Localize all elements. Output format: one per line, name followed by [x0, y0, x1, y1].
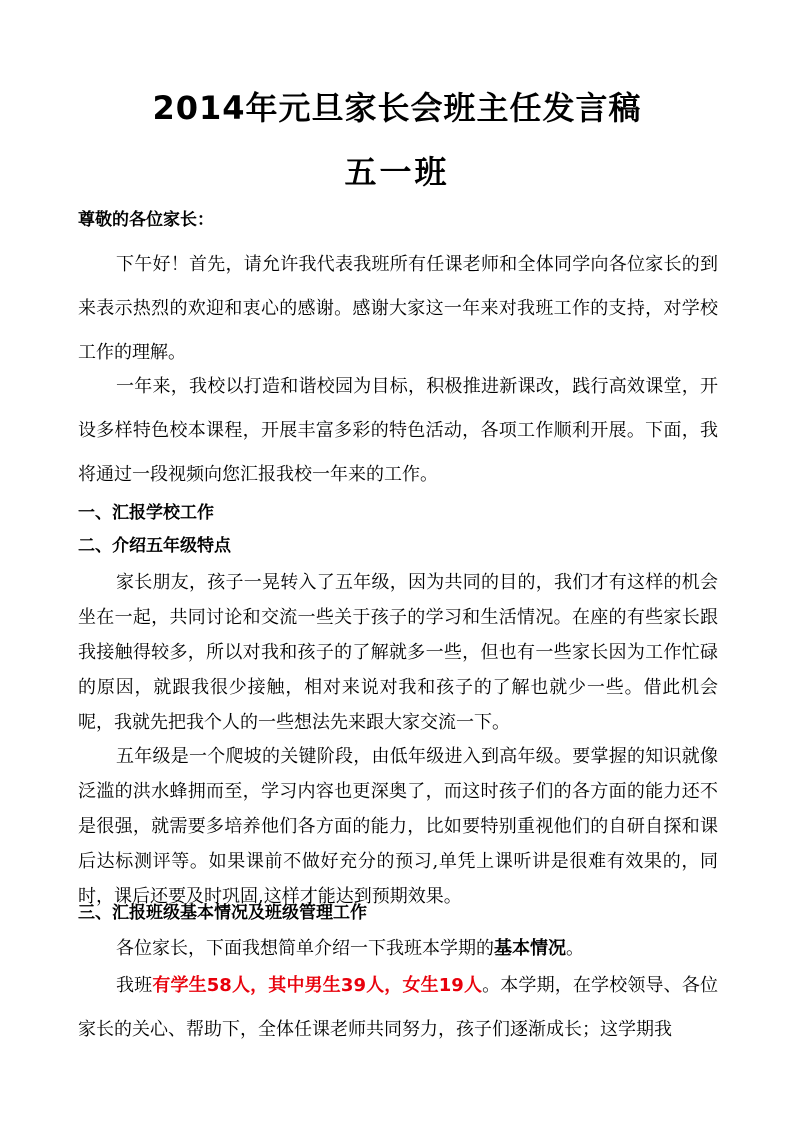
section-heading-3: 三、汇报班级基本情况及班级管理工作 [78, 903, 367, 923]
student-count-highlight: 有学生58人，其中男生39人，女生19人 [152, 975, 483, 996]
document-title: 2014年元旦家长会班主任发言稿 [152, 89, 642, 127]
paragraph-text-end: 。 [566, 938, 584, 959]
paragraph-basic-info-intro [78, 931, 718, 966]
paragraph-class-stats [78, 964, 718, 1052]
section-heading-1: 一、汇报学校工作 [78, 503, 214, 523]
paragraph-text: 各位家长，下面我想简单介绍一下我班本学期的 [116, 938, 494, 959]
paragraph-text-start: 我班 [116, 975, 153, 996]
basic-info-bold: 基本情况 [494, 938, 566, 959]
document-subtitle: 五一班 [344, 153, 450, 191]
salutation: 尊敬的各位家长： [78, 210, 214, 230]
paragraph-text-rest: 。本学期，在学校领导、各位家长的关心、帮助下，全体任课老师共同努力，孩子们逐渐成长；这学期我 [78, 975, 718, 1040]
paragraph-school-year: 一年来，我校以打造和谐校园为目标，积极推进新课改，践行高效课堂，开设多样特色校本课程，开展丰富多彩的特色活动，各项工作顺利开展。下面，我将通过一段视频向您汇报我校一年来的工作。 [78, 376, 718, 485]
section-heading-2: 二、介绍五年级特点 [78, 536, 231, 556]
paragraph-grade-five-traits: 五年级是一个爬坡的关键阶段，由低年级进入到高年级。要掌握的知识就像泛滥的洪水蜂拥而至，学习内容也更深奥了，而这时孩子们的各方面的能力还不是很强，就需要多培养他们各方面的能力，比如要特别重视他们的自研自探和课后达标测评等。如果课前不做好充分的预习,单凭上课听讲是很难有效果的，同时，课后还要及时巩固,这样才能达到预期效果。 [78, 746, 718, 907]
paragraph-grade-five-intro: 家长朋友，孩子一晃转入了五年级，因为共同的目的，我们才有这样的机会坐在一起，共同讨论和交流一些关于孩子的学习和生活情况。在座的有些家长跟我接触得较多，所以对我和孩子的了解就多一些，但也有一些家长因为工作忙碌的原因，就跟我很少接触，相对来说对我和孩子的了解也就少一些。借此机会呢，我就先把我个人的一些想法先来跟大家交流一下。 [78, 572, 718, 733]
paragraph-greeting: 下午好！首先，请允许我代表我班所有任课老师和全体同学向各位家长的到来表示热烈的欢迎和衷心的感谢。感谢大家这一年来对我班工作的支持，对学校工作的理解。 [78, 254, 718, 363]
